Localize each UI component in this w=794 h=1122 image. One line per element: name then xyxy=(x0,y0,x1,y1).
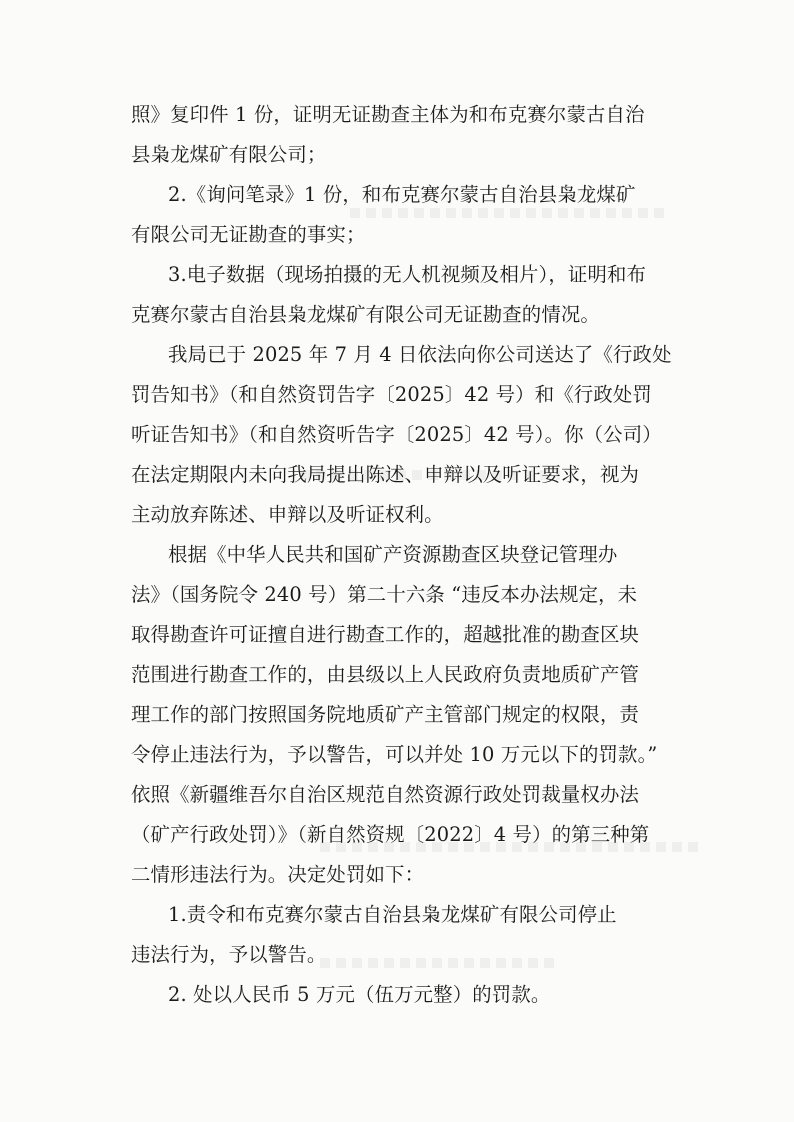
text-line: 令停止违法行为，予以警告，可以并处 10 万元以下的罚款。” xyxy=(131,743,658,766)
text-line: 3.电子数据（现场拍摄的无人机视频及相片），证明和布 xyxy=(168,263,647,286)
text-line: 县枭龙煤矿有限公司； xyxy=(131,143,327,166)
text-line: 二情形违法行为。决定处罚如下： xyxy=(131,863,425,886)
text-line: 主动放弃陈述、申辩以及听证权利。 xyxy=(131,503,444,526)
text-line: 有限公司无证勘查的事实； xyxy=(131,223,366,246)
text-line: 在法定期限内未向我局提出陈述、申辩以及听证要求，视为 xyxy=(131,463,640,486)
text-line: （矿产行政处罚）》（新自然资规〔2022〕4 号）的第三种第 xyxy=(131,823,650,846)
text-line: 法》（国务院令 240 号）第二十六条 “违反本办法规定，未 xyxy=(131,583,638,606)
text-line: 理工作的部门按照国务院地质矿产主管部门规定的权限，责 xyxy=(131,703,640,726)
text-line: 我局已于 2025 年 7 月 4 日依法向你公司送达了《行政处 xyxy=(168,343,672,366)
text-line: 罚告知书》（和自然资罚告字〔2025〕42 号）和《行政处罚 xyxy=(131,383,652,406)
text-line: 范围进行勘查工作的，由县级以上人民政府负责地质矿产管 xyxy=(131,663,640,686)
text-line: 2.《询问笔录》1 份，和布克赛尔蒙古自治县枭龙煤矿 xyxy=(168,183,636,206)
text-line: 违法行为，予以警告。 xyxy=(131,943,327,966)
text-line: 听证告知书》（和自然资听告字〔2025〕42 号）。你（公司） xyxy=(131,423,662,446)
text-line: 根据《中华人民共和国矿产资源勘查区块登记管理办 xyxy=(168,543,618,566)
text-line: 2. 处以人民币 5 万元（伍万元整）的罚款。 xyxy=(168,983,551,1006)
text-line: 取得勘查许可证擅自进行勘查工作的，超越批准的勘查区块 xyxy=(131,623,640,646)
text-line: 1.责令和布克赛尔蒙古自治县枭龙煤矿有限公司停止 xyxy=(168,903,617,926)
text-line: 克赛尔蒙古自治县枭龙煤矿有限公司无证勘查的情况。 xyxy=(131,303,600,326)
text-line: 依照《新疆维吾尔自治区规范自然资源行政处罚裁量权办法 xyxy=(131,783,640,806)
text-line: 照》复印件 1 份，证明无证勘查主体为和布克赛尔蒙古自治 xyxy=(131,103,645,126)
